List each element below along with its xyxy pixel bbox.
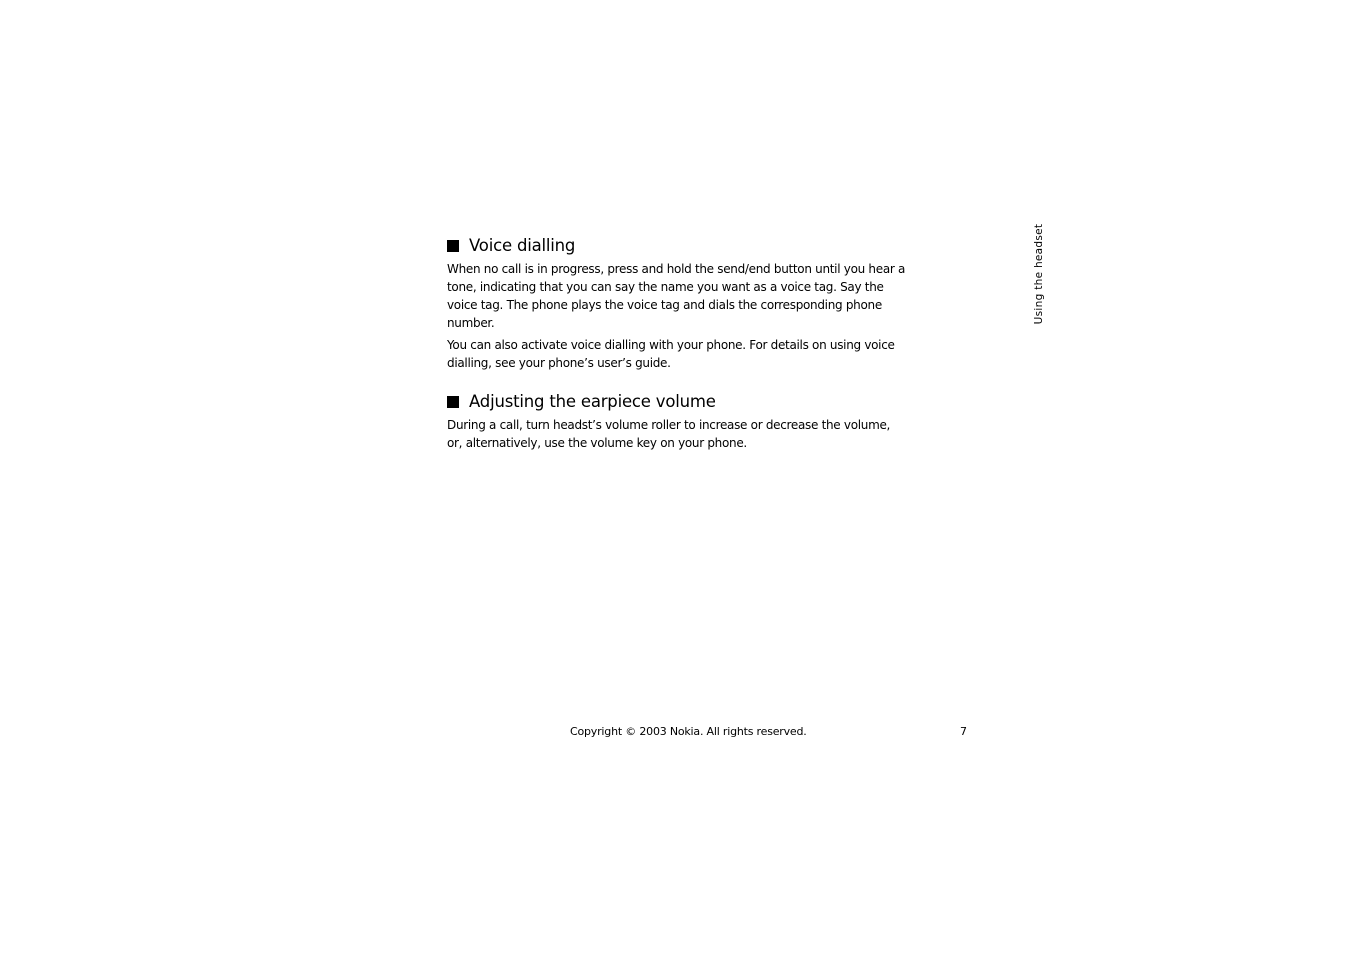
- square-bullet-icon: [447, 240, 459, 252]
- section-heading-voice-dialling: [447, 236, 907, 256]
- section-heading-earpiece-volume: [447, 392, 907, 412]
- paragraph-earpiece-volume-1: During a call, turn headst’s volume roller to increase or decrease the volume, or, alternatively, use the volume key on your phone.: [447, 418, 891, 450]
- paragraph-voice-dialling-1: When no call is in progress, press and hold the send/end button until you hear a tone, indicating that you can say the name you want as a voice tag. Say the voice tag. The phone plays the voice tag and dials the corresponding phone number.: [447, 262, 906, 330]
- section-heading-text: Adjusting the earpiece volume: [469, 392, 716, 411]
- footer-copyright: Copyright © 2003 Nokia. All rights reserved.: [570, 725, 807, 738]
- page-content: [447, 236, 907, 452]
- chapter-side-tab-label: Using the headset: [1033, 223, 1045, 325]
- square-bullet-icon: [447, 396, 459, 408]
- paragraph-voice-dialling-2: You can also activate voice dialling with your phone. For details on using voice dialling, see your phone’s user’s guide.: [447, 338, 895, 370]
- section-heading-text: Voice dialling: [469, 236, 576, 255]
- footer-page-number: 7: [960, 725, 967, 738]
- chapter-side-tab: [1031, 223, 1047, 325]
